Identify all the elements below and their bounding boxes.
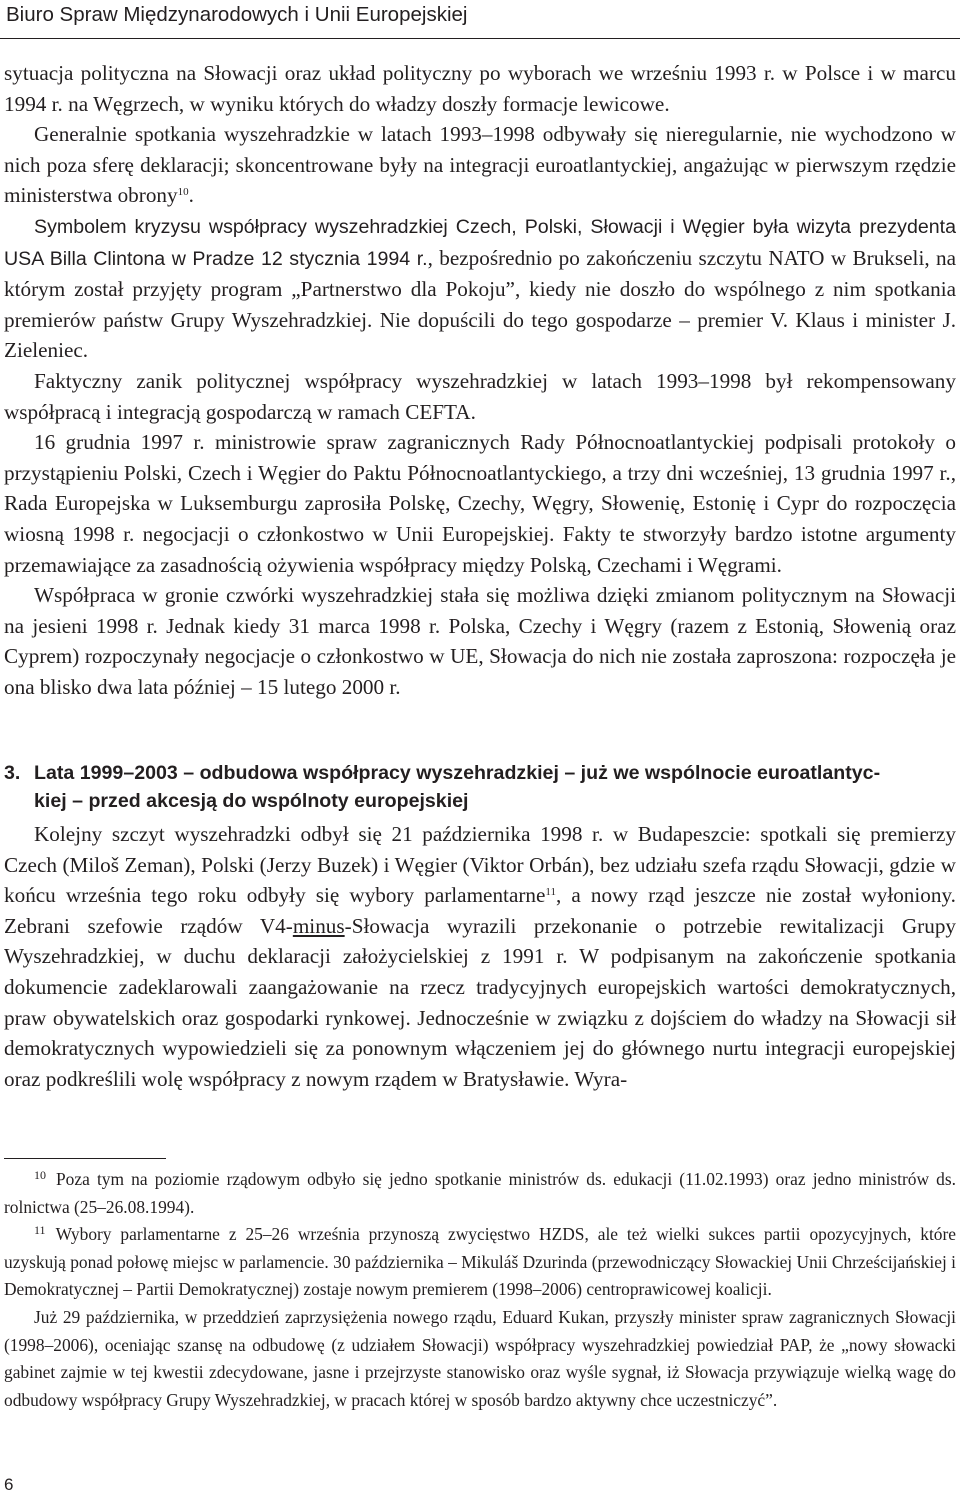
section-number: 3. bbox=[4, 762, 21, 784]
footnote-10 bbox=[4, 1166, 956, 1221]
paragraph-continuation: sytuacja polityczna na Słowacji oraz układ polityczny po wyborach we wrześniu 1993 r. w Polsce i w marcu 1994 r. na Węgrzech, w wyniku których do władzy doszły formacje lewicowe. bbox=[4, 61, 956, 116]
header-divider bbox=[0, 38, 960, 39]
paragraph-budapest-b: , a nowy rząd jeszcze nie został wyłoniony. Zebrani szefowie rządów V4- bbox=[4, 883, 956, 938]
paragraph-meetings bbox=[4, 119, 956, 211]
section-heading-line1 bbox=[4, 759, 956, 787]
footnote-10-text: Poza tym na poziomie rządowym odbyło się jedno spotkanie ministrów ds. edukacji (11.02.1993) oraz jedno ministrów ds. rolnictwa (25–26.08.1994). bbox=[4, 1169, 956, 1217]
minus-word: minus bbox=[292, 913, 345, 938]
paragraph-cefta: Faktyczny zanik politycznej współpracy wyszehradzkiej w latach 1993–1998 był rekompensowany współpracą i integracją gospodarczą w ramach CEFTA. bbox=[4, 368, 956, 424]
running-header: Biuro Spraw Międzynarodowych i Unii Europejskiej bbox=[6, 3, 468, 26]
footnote-10-mark: 10 bbox=[34, 1168, 46, 1182]
paragraph-meetings-text: Generalnie spotkania wyszehradzkie w latach 1993–1998 odbywały się nieregularnie, nie wychodzono w nich poza sferę deklaracji; skoncentrowane były na integracji euroatlantyckiej, angażując w pierwszym rzędzie ministerstwa obrony bbox=[4, 122, 956, 208]
paragraph-crisis bbox=[4, 211, 956, 366]
section-heading bbox=[4, 759, 956, 815]
paragraph-budapest-summit bbox=[4, 819, 956, 1094]
paragraph-crisis-serif: , bezpośrednio po zakończeniu szczytu NATO w Brukseli, na którym został przyjęty program „Partnerstwo dla Pokoju”, kiedy nie doszło do wspólnego z nim spotkania premierów państw Grupy Wyszehradzkiej. Nie dopuścili do tego gospodarze – premier V. Klaus i minister J. Zieleniec. bbox=[4, 245, 956, 363]
footnote-ref-10[interactable]: 10 bbox=[177, 186, 189, 199]
footnote-ref-11[interactable]: 11 bbox=[545, 886, 556, 899]
paragraph-budapest-c: -Słowacja wyrazili przekonanie o potrzebie rewitalizacji Grupy Wyszehradzkiej, w duchu deklaracji założycielskiej z 1991 r. W podpisanym na zakończenie spotkania dokumencie zadeklarowali zaangażowanie na rzecz tradycyjnych europejskich wartości demokratycznych, praw obywatelskich oraz gospodarki rynkowej. Jednocześnie w związku z dojściem do władzy na Słowacji sił demokratycznych wypowiedzieli się za ponownym włączeniem jej do głównego nurtu integracji europejskiej oraz podkreślili wolę współpracy z nowym rządem w Bratysławie. Wyra- bbox=[4, 913, 957, 1091]
page-number: 6 bbox=[4, 1475, 14, 1494]
body-text-upper bbox=[4, 58, 956, 702]
paragraph-four-cooperation: Współpraca w gronie czwórki wyszehradzkiej stała się możliwa dzięki zmianom politycznym na Słowacji na jesieni 1998 r. Jednak kiedy 31 marca 1998 r. Polska, Czechy i Węgry (razem z Estonią, Słowenią oraz Cyprem) rozpoczynały negocjacje o członkostwo w UE, Słowacja do nich nie została zaproszona: rozpoczęła je ona blisko dwa lata później – 15 lutego 2000 r. bbox=[4, 583, 956, 699]
paragraph-nato-protocols: 16 grudnia 1997 r. ministrowie spraw zagranicznych Rady Północnoatlantyckiej podpisali protokoły o przystąpieniu Polski, Czech i Węgier do Paktu Północnoatlantyckiego, a trzy dni wcześniej, 13 grudnia 1997 r., Rada Europejska w Luksemburgu zaprosiła Polskę, Czechy, Węgry, Słowenię, Estonię i Cypr do rozpoczęcia wiosną 1998 r. negocjacji o członkostwo w Unii Europejskiej. Fakty te stworzyły bardzo istotne argumenty przemawiające za zasadnością ożywienia współpracy między Polską, Czechami i Węgrami. bbox=[4, 430, 956, 577]
footnote-11-continuation: Już 29 października, w przeddzień zaprzysiężenia nowego rządu, Eduard Kukan, przyszły minister spraw zagranicznych Słowacji (1998–2006), oceniając szansę na odbudowę (z udziałem Słowacji) współpracy wyszehradzkiej powiedział PAP, że „nowy słowacki gabinet zajmie w tej kwestii zdecydowane, jasne i przejrzyste stanowisko oraz wyśle sygnał, iż Słowacja przywiązuje wielką wagę do odbudowy współpracy Grupy Wyszehradzkiej, w pracach której w sposób bardzo aktywny chce uczestniczyć”. bbox=[4, 1306, 956, 1410]
paragraph-crisis-sans: Symbolem kryzysu współpracy wyszehradzkiej Czech, Polski, Słowacji i Węgier była wizyta prezydenta USA Billa Clintona w Pradze 12 stycznia 1994 r. bbox=[4, 215, 956, 270]
footnotes bbox=[4, 1166, 956, 1414]
body-text-lower bbox=[4, 819, 956, 1094]
footnote-11-mark: 11 bbox=[34, 1223, 46, 1238]
footnote-11 bbox=[4, 1221, 956, 1304]
paragraph-meetings-end: . bbox=[188, 183, 194, 208]
footnote-11-text: Wybory parlamentarne z 25–26 września przynoszą zwycięstwo HZDS, ale też wielki sukces partii opozycyjnych, które uzyskują ponad połowę miejsc w parlamencie. 30 października – Mikuláš Dzurinda (przewodniczący Słowackiej Unii Chrześcijańskiej i Demokratycznej – Partii Demokratycznej) zostaje nowym premierem (1998–2006) centroprawicowej koalicji. bbox=[4, 1224, 956, 1300]
section-heading-line2: kiej – przed akcesją do wspólnoty europejskiej bbox=[34, 790, 469, 812]
paragraph-budapest-a: Kolejny szczyt wyszehradzki odbył się 21 października 1998 r. w Budapeszcie: spotkali się premierzy Czech (Miloš Zeman), Polski (Jerzy Buzek) i Węgier (Viktor Orbán), bez udziału szefa rządu Słowacji, gdzie w końcu września tego roku odbyły się wybory parlamentarne bbox=[4, 822, 956, 908]
section-heading-text1: Lata 1999–2003 – odbudowa współpracy wyszehradzkiej – już we wspólnocie euroatlantyc- bbox=[34, 762, 881, 784]
footnote-divider bbox=[4, 1158, 166, 1159]
